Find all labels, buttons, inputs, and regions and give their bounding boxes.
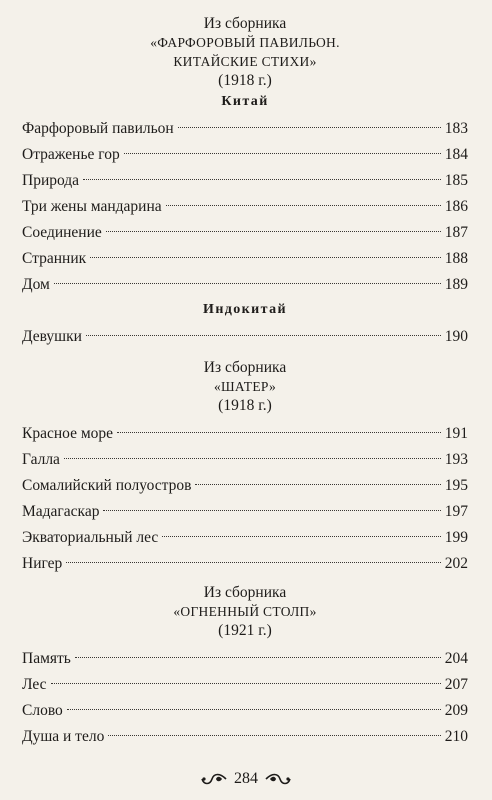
section-heading-line: (1918 г.)	[218, 397, 272, 414]
toc-entry[interactable]	[22, 324, 468, 350]
dot-leader	[86, 335, 441, 336]
toc-entry-page: 202	[444, 555, 468, 572]
toc-entry-page: 204	[444, 650, 468, 667]
dot-leader	[195, 484, 440, 485]
toc-entry-title: Нигер	[22, 555, 63, 572]
section-heading-line: «ШАТЕР»	[213, 379, 277, 394]
dot-leader	[54, 283, 441, 284]
section-heading	[22, 358, 468, 415]
toc-entry[interactable]	[22, 116, 468, 142]
toc-entry-page: 197	[444, 503, 468, 520]
toc-entry-page: 190	[444, 328, 468, 345]
toc-entry-page: 184	[444, 146, 468, 163]
toc-entry-title: Соединение	[22, 224, 102, 241]
toc-entry[interactable]	[22, 142, 468, 168]
toc-entry-page: 186	[444, 198, 468, 215]
dot-leader	[178, 127, 441, 128]
dot-leader	[117, 432, 441, 433]
dot-leader	[162, 536, 440, 537]
section-heading-line: (1921 г.)	[218, 622, 272, 639]
toc-entry-title: Отраженье гор	[22, 146, 120, 163]
section-heading-line: «ОГНЕННЫЙ СТОЛП»	[173, 604, 317, 619]
dot-leader	[124, 153, 441, 154]
subheading-china: Китай	[221, 94, 269, 109]
toc-entry[interactable]	[22, 724, 468, 750]
dot-leader	[66, 562, 440, 563]
flourish-left-icon	[200, 772, 228, 786]
toc-entry-title: Дом	[22, 276, 50, 293]
toc-entry-title: Сомалийский полуостров	[22, 477, 192, 494]
toc-entry[interactable]	[22, 499, 468, 525]
page-footer	[0, 770, 492, 788]
dot-leader	[90, 257, 441, 258]
dot-leader	[166, 205, 441, 206]
dot-leader	[103, 510, 440, 511]
section-heading-line: Из сборника	[203, 359, 287, 376]
dot-leader	[106, 231, 441, 232]
toc-entry-title: Девушки	[22, 328, 82, 345]
toc-entry[interactable]	[22, 672, 468, 698]
toc-entry-page: 209	[444, 702, 468, 719]
toc-entry[interactable]	[22, 551, 468, 577]
toc-entry-title: Экваториальный лес	[22, 529, 159, 546]
toc-entry-title: Лес	[22, 676, 47, 693]
dot-leader	[83, 179, 441, 180]
section-heading	[22, 14, 468, 90]
toc-entry-page: 199	[444, 529, 468, 546]
dot-leader	[67, 709, 441, 710]
dot-leader	[51, 683, 441, 684]
section-heading-line: Из сборника	[203, 584, 287, 601]
toc-entry-page: 189	[444, 276, 468, 293]
flourish-right-icon	[264, 772, 292, 786]
toc-entry[interactable]	[22, 168, 468, 194]
section-heading-line: КИТАЙСКИЕ СТИХИ»	[173, 54, 317, 69]
toc-section-porcelain	[22, 14, 468, 350]
toc-entry[interactable]	[22, 421, 468, 447]
toc-entry-page: 188	[444, 250, 468, 267]
toc-entry-page: 210	[444, 728, 468, 745]
toc-entry[interactable]	[22, 525, 468, 551]
toc-entry[interactable]	[22, 220, 468, 246]
toc-entry[interactable]	[22, 646, 468, 672]
toc-entry[interactable]	[22, 272, 468, 298]
toc-section-fire-pillar	[22, 583, 468, 750]
toc-entry-page: 191	[444, 425, 468, 442]
toc-entry-title: Фарфоровый павильон	[22, 120, 174, 137]
section-heading	[22, 583, 468, 640]
toc-entry-title: Мадагаскар	[22, 503, 100, 520]
toc-entry-title: Память	[22, 650, 71, 667]
toc-entry[interactable]	[22, 473, 468, 499]
subheading-indochina: Индокитай	[203, 302, 287, 317]
toc-entry-page: 183	[444, 120, 468, 137]
dot-leader	[108, 735, 440, 736]
toc-entry[interactable]	[22, 194, 468, 220]
toc-entry[interactable]	[22, 447, 468, 473]
toc-entry-title: Душа и тело	[22, 728, 105, 745]
toc-entry[interactable]	[22, 698, 468, 724]
toc-entry-page: 207	[444, 676, 468, 693]
toc-entry-title: Три жены мандарина	[22, 198, 162, 215]
toc-entry[interactable]	[22, 246, 468, 272]
toc-entry-title: Галла	[22, 451, 60, 468]
toc-entry-page: 187	[444, 224, 468, 241]
toc-entry-title: Слово	[22, 702, 63, 719]
toc-entry-page: 193	[444, 451, 468, 468]
toc-section-tent	[22, 358, 468, 577]
dot-leader	[75, 657, 441, 658]
toc-entry-page: 195	[444, 477, 468, 494]
toc-entry-title: Красное море	[22, 425, 114, 442]
toc-entry-title: Странник	[22, 250, 87, 267]
toc-entry-page: 185	[444, 172, 468, 189]
section-heading-line: «ФАРФОРОВЫЙ ПАВИЛЬОН.	[150, 35, 340, 50]
page-number: 284	[234, 770, 258, 787]
toc-entry-title: Природа	[22, 172, 80, 189]
section-heading-line: Из сборника	[203, 15, 287, 32]
section-heading-line: (1918 г.)	[218, 72, 272, 89]
dot-leader	[64, 458, 441, 459]
